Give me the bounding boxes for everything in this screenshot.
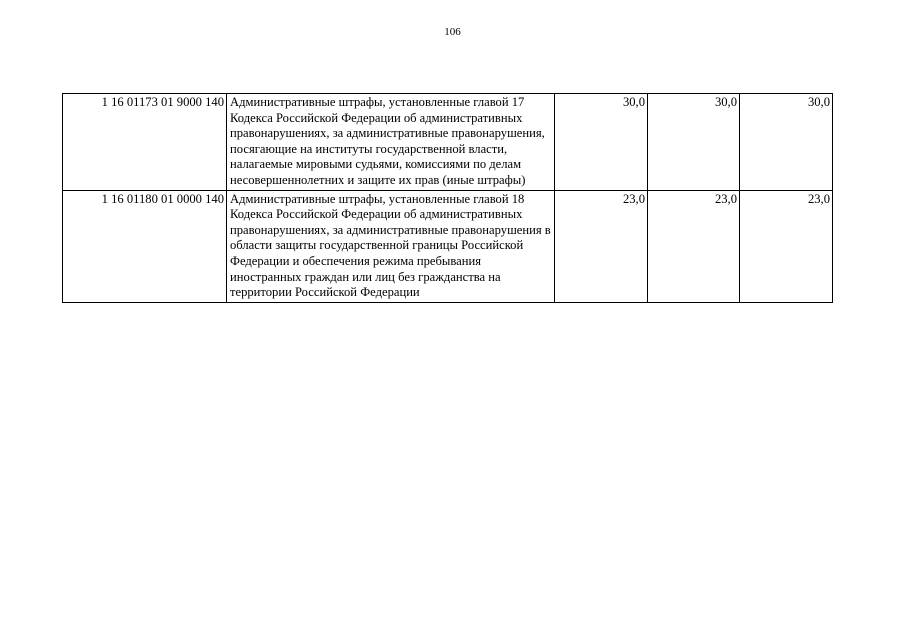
table-row [63, 190, 833, 302]
value-cell-year-2: 30,0 [648, 94, 740, 191]
value-cell-year-3: 23,0 [740, 190, 833, 302]
budget-code-cell: 1 16 01180 01 0000 140 [63, 190, 227, 302]
description-cell: Административные штрафы, установленные главой 18 Кодекса Российской Федерации об административных правонарушениях, за административные правонарушения в области защиты государственной границы Российской Федерации и обеспечения режима пребывания иностранных граждан или лиц без гражданства на территории Российской Федерации [227, 190, 555, 302]
description-cell: Административные штрафы, установленные главой 17 Кодекса Российской Федерации об административных правонарушениях, за административные правонарушения, посягающие на институты государственной власти, налагаемые мировыми судьями, комиссиями по делам несовершеннолетних и защите их прав (иные штрафы) [227, 94, 555, 191]
table-row [63, 94, 833, 191]
budget-code-cell: 1 16 01173 01 9000 140 [63, 94, 227, 191]
budget-table [62, 93, 833, 303]
page-number: 106 [444, 26, 461, 38]
value-cell-year-3: 30,0 [740, 94, 833, 191]
value-cell-year-2: 23,0 [648, 190, 740, 302]
value-cell-year-1: 30,0 [555, 94, 648, 191]
value-cell-year-1: 23,0 [555, 190, 648, 302]
